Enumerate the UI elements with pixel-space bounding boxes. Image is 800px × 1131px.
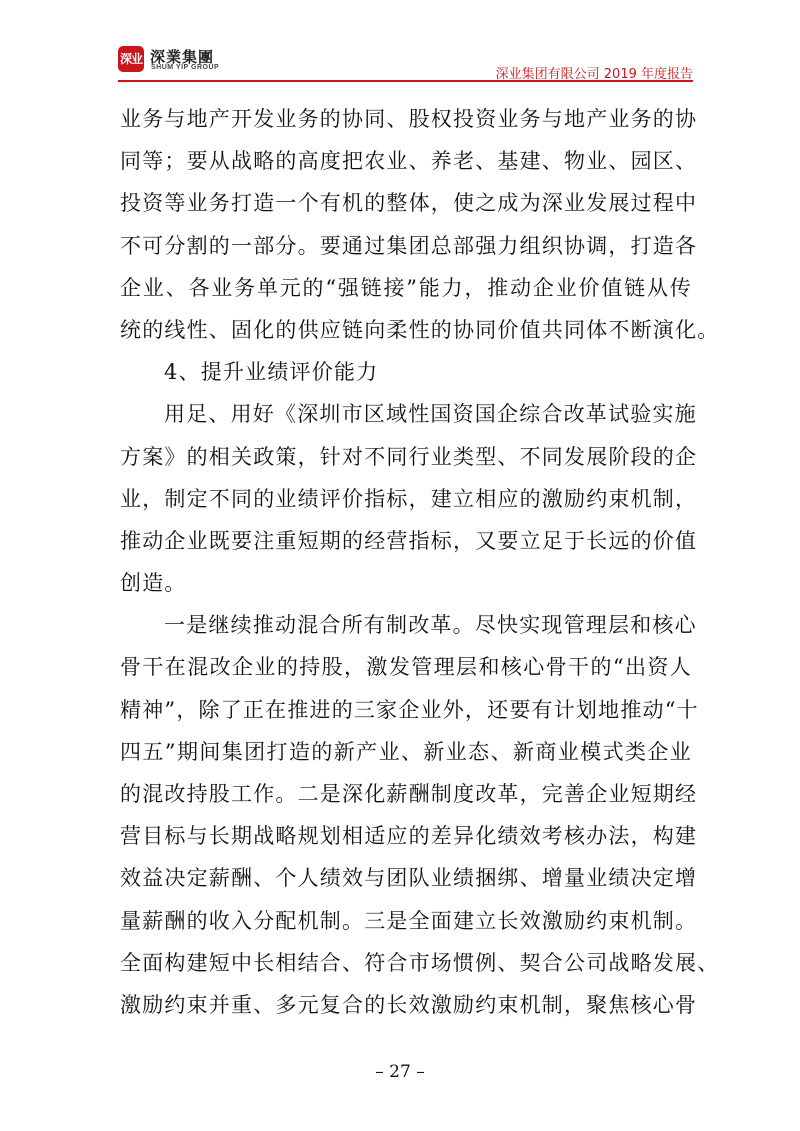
header-divider: [118, 80, 693, 82]
logo-seal-icon: 深业: [118, 46, 144, 72]
text-line: 骨干在混改企业的持股，激发管理层和核心骨干的“出资人: [120, 655, 692, 680]
text-line: 推动企业既要注重短期的经营指标，又要立足于长远的价值: [120, 528, 698, 553]
text-line: 用足、用好《深圳市区域性国资国企综合改革试验实施: [164, 402, 697, 427]
text-line: 的混改持股工作。二是深化薪酬制度改革，完善企业短期经: [120, 782, 698, 806]
page-header: [118, 46, 693, 84]
text-line: 业，制定不同的业绩评价指标，建立相应的激励约束机制，: [120, 486, 698, 511]
text-line: 量薪酬的收入分配机制。三是全面建立长效激励约束机制。: [120, 908, 698, 933]
text-line: 统的线性、固化的供应链向柔性的协同价值共同体不断演化。: [120, 317, 720, 342]
text-line: 方案》的相关政策，针对不同行业类型、不同发展阶段的企: [120, 444, 698, 469]
report-title: 深业集团有限公司 2019 年度报告: [495, 67, 693, 82]
text-line: 业务与地产开发业务的协同、股权投资业务与地产业务的协: [120, 107, 698, 131]
text-line: 效益决定薪酬、个人绩效与团队业绩捆绑、增量业绩决定增: [120, 866, 698, 891]
page-number: – 27 –: [375, 1062, 425, 1082]
text-line: 创造。: [120, 571, 187, 596]
logo-english-name: SHUM YIP GROUP: [151, 64, 220, 71]
company-logo: [118, 46, 268, 76]
text-line: 精神”，除了正在推进的三家企业外，还要有计划地推动“十: [120, 697, 699, 722]
body-text: [120, 98, 720, 1026]
text-line: 营目标与长期战略规划相适应的差异化绩效考核办法，构建: [120, 824, 698, 849]
text-line: 同等；要从战略的高度把农业、养老、基建、物业、园区、: [120, 149, 698, 174]
text-line: 不可分割的一部分。要通过集团总部强力组织协调，打造各: [120, 233, 698, 258]
text-line: 企业、各业务单元的“强链接”能力，推动企业价值链从传: [120, 275, 692, 300]
logo-chinese-name: 深業集團: [150, 48, 215, 66]
section-heading: 4、提升业绩评价能力: [164, 360, 379, 385]
text-line: 一是继续推动混合所有制改革。尽快实现管理层和核心: [164, 613, 697, 638]
text-line: 激励约束并重、多元复合的长效激励约束机制，聚焦核心骨: [120, 992, 698, 1017]
text-line: 全面构建短中长相结合、符合市场惯例、契合公司战略发展、: [120, 950, 720, 975]
text-line: 四五”期间集团打造的新产业、新业态、新商业模式类企业: [120, 739, 692, 764]
text-line: 投资等业务打造一个有机的整体，使之成为深业发展过程中: [120, 191, 698, 216]
